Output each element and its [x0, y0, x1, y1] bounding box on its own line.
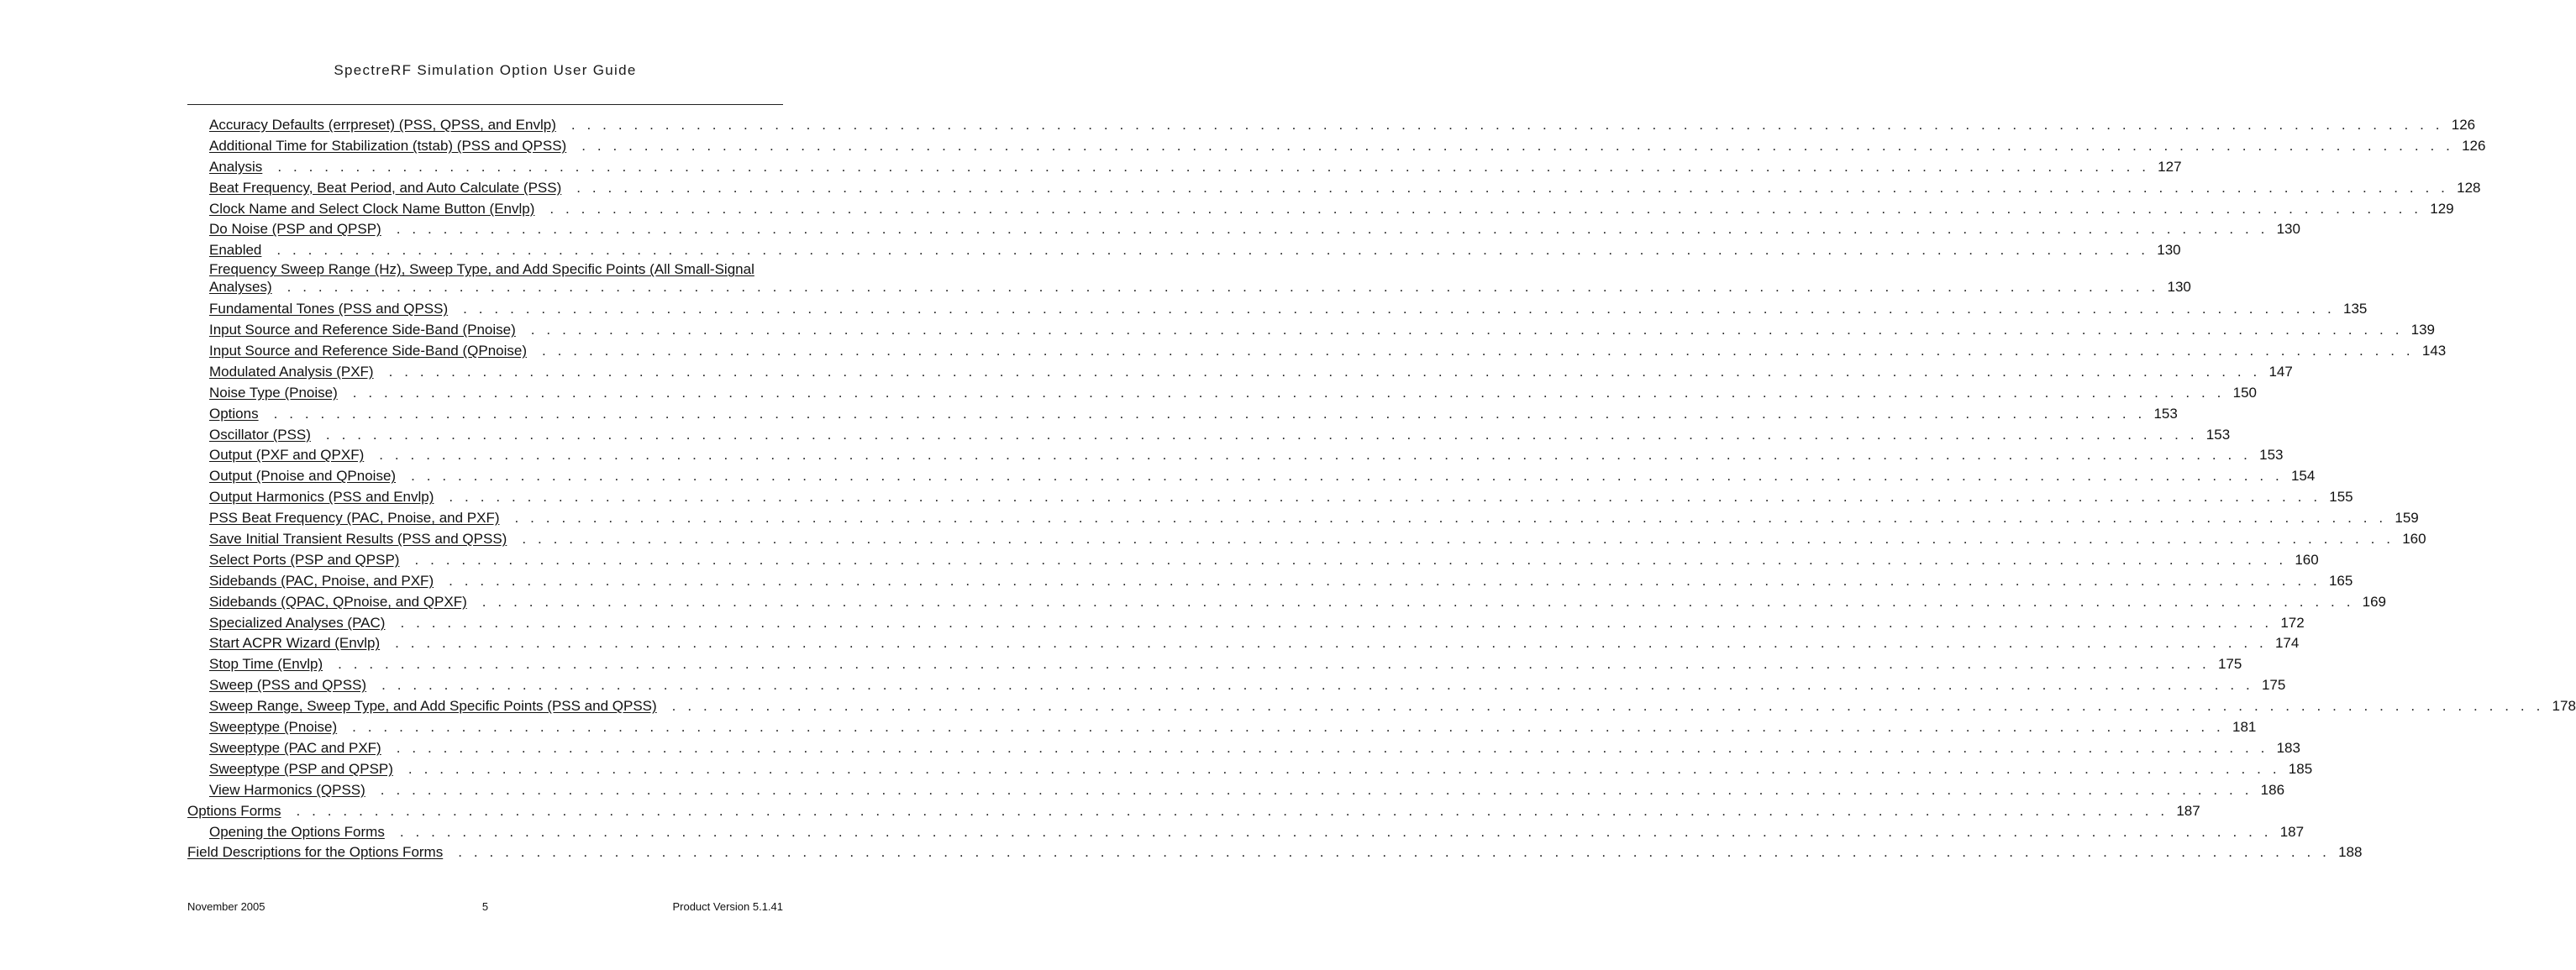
dot-leader: . . . . . . . . . . . . . . . . . . . . . . . . . . . . . . . . . . . . . . . . . . . . . . . . . . . . . . . . . . . . . . . . . . . . . . . . . . . . . . . . . . . . . . . . . . . . . . . . . . . . . . . . . . . . . . . . . . . . . . . .: [530, 322, 2404, 338]
toc-entry: [209, 219, 2300, 240]
dot-leader: . . . . . . . . . . . . . . . . . . . . . . . . . . . . . . . . . . . . . . . . . . . . . . . . . . . . . . . . . . . . . . . . . . . . . . . . . . . . . . . . . . . . . . . . . . . . . . . . . . . . . . . . . . . . . . . . . . . . . . . .: [380, 781, 2253, 798]
dot-leader: . . . . . . . . . . . . . . . . . . . . . . . . . . . . . . . . . . . . . . . . . . . . . . . . . . . . . . . . . . . . . . . . . . . . . . . . . . . . . . . . . . . . . . . . . . . . . . . . . . . . . . . . . . . . . . . . . . . . . . . .: [276, 242, 2149, 259]
toc-entry-link[interactable]: Save Initial Transient Results (PSS and QPSS): [209, 531, 507, 548]
dot-leader: . . . . . . . . . . . . . . . . . . . . . . . . . . . . . . . . . . . . . . . . . . . . . . . . . . . . . . . . . . . . . . . . . . . . . . . . . . . . . . . . . . . . . . . . . . . . . . . . . . . . . . . . . . . . . . . . . . . . . . . .: [522, 531, 2395, 548]
toc-entry-link[interactable]: Sweep (PSS and QPSS): [209, 677, 367, 694]
toc-entry: [209, 466, 2316, 487]
toc-entry: [209, 299, 2368, 320]
toc-entry-link[interactable]: Field Descriptions for the Options Forms: [187, 844, 444, 861]
toc-entry: [187, 801, 2200, 822]
toc-page-number: 154: [2290, 468, 2316, 485]
dot-leader: . . . . . . . . . . . . . . . . . . . . . . . . . . . . . . . . . . . . . . . . . . . . . . . . . . . . . . . . . . . . . . . . . . . . . . . . . . . . . . . . . . . . . . . . . . . . . . . . . . . . . . . . . . . . . . . . . . . . . . . .: [352, 384, 2225, 401]
toc-entry-link[interactable]: Fundamental Tones (PSS and QPSS): [209, 301, 449, 317]
toc-entry: [209, 157, 2182, 178]
dot-leader: . . . . . . . . . . . . . . . . . . . . . . . . . . . . . . . . . . . . . . . . . . . . . . . . . . . . . . . . . . . . . . . . . . . . . . . . . . . . . . . . . . . . . . . . . . . . . . . . . . . . . . . . . . . . . . . . . . . . . . . .: [395, 635, 2268, 652]
toc-entry: [209, 487, 2353, 508]
dot-leader: . . . . . . . . . . . . . . . . . . . . . . . . . . . . . . . . . . . . . . . . . . . . . . . . . . . . . . . . . . . . . . . . . . . . . . . . . . . . . . . . . . . . . . . . . . . . . . . . . . . . . . . . . . . . . . . . . . . . . . . .: [671, 698, 2544, 715]
dot-leader: . . . . . . . . . . . . . . . . . . . . . . . . . . . . . . . . . . . . . . . . . . . . . . . . . . . . . . . . . . . . . . . . . . . . . . . . . . . . . . . . . . . . . . . . . . . . . . . . . . . . . . . . . . . . . . . . . . . . . . . .: [449, 489, 2321, 506]
dot-leader: . . . . . . . . . . . . . . . . . . . . . . . . . . . . . . . . . . . . . . . . . . . . . . . . . . . . . . . . . . . . . . . . . . . . . . . . . . . . . . . . . . . . . . . . . . . . . . . . . . . . . . . . . . . . . . . . . . . . . . . .: [581, 137, 2454, 154]
toc-entry-link[interactable]: Stop Time (Envlp): [209, 656, 323, 673]
toc-entry-link[interactable]: Sidebands (QPAC, QPnoise, and QPXF): [209, 593, 467, 610]
toc-entry-link[interactable]: Do Noise (PSP and QPSP): [209, 221, 381, 238]
toc-entry-link[interactable]: Beat Frequency, Beat Period, and Auto Calculate (PSS): [209, 179, 562, 196]
toc-page-number: 175: [2261, 677, 2286, 694]
toc-page-number: 130: [2167, 279, 2191, 296]
toc-entry: [209, 362, 2293, 383]
toc-page-number: 185: [2288, 760, 2313, 777]
toc-entry-link[interactable]: Modulated Analysis (PXF): [209, 363, 374, 380]
header-rule: [187, 104, 783, 105]
toc-entry: [209, 696, 2576, 717]
toc-entry-link[interactable]: View Harmonics (QPSS): [209, 781, 365, 798]
dot-leader: . . . . . . . . . . . . . . . . . . . . . . . . . . . . . . . . . . . . . . . . . . . . . . . . . . . . . . . . . . . . . . . . . . . . . . . . . . . . . . . . . . . . . . . . . . . . . . . . . . . . . . . . . . . . . . . . . . . . . . . .: [379, 447, 2252, 464]
dot-leader: . . . . . . . . . . . . . . . . . . . . . . . . . . . . . . . . . . . . . . . . . . . . . . . . . . . . . . . . . . . . . . . . . . . . . . . . . . . . . . . . . . . . . . . . . . . . . . . . . . . . . . . . . . . . . . . . . . . . . . . .: [414, 551, 2287, 568]
toc-page-number: 139: [2410, 322, 2436, 338]
toc-entry: [209, 654, 2242, 675]
toc-page-number: 147: [2268, 363, 2293, 380]
dot-leader: . . . . . . . . . . . . . . . . . . . . . . . . . . . . . . . . . . . . . . . . . . . . . . . . . . . . . . . . . . . . . . . . . . . . . . . . . . . . . . . . . . . . . . . . . . . . . . . . . . . . . . . . . . . . . . . . . . . . . . . .: [407, 760, 2281, 777]
toc-entry: [209, 738, 2300, 759]
toc-page-number: 129: [2430, 200, 2454, 217]
toc-entry: [209, 136, 2486, 157]
dot-leader: . . . . . . . . . . . . . . . . . . . . . . . . . . . . . . . . . . . . . . . . . . . . . . . . . . . . . . . . . . . . . . . . . . . . . . . . . . . . . . . . . . . . . . . . . . . . . . . . . . . . . . . . . . . . . . . . . . . . . . . .: [463, 301, 2336, 317]
toc-entry: [209, 508, 2419, 529]
toc-page-number: 128: [2457, 179, 2481, 196]
toc-page-number: 155: [2329, 489, 2353, 506]
dot-leader: . . . . . . . . . . . . . . . . . . . . . . . . . . . . . . . . . . . . . . . . . . . . . . . . . . . . . . . . . . . . . . . . . . . . . . . . . . . . . . . . . . . . . . . . . . . . . . . . . . . . . . . . . . . . . . . . . . . . . . . .: [287, 279, 2159, 296]
toc-entry-link[interactable]: Clock Name and Select Clock Name Button (Envlp): [209, 200, 535, 217]
toc-page-number: 159: [2395, 510, 2419, 527]
table-of-contents: [187, 115, 2576, 863]
toc-page-number: 130: [2276, 221, 2300, 238]
dot-leader: . . . . . . . . . . . . . . . . . . . . . . . . . . . . . . . . . . . . . . . . . . . . . . . . . . . . . . . . . . . . . . . . . . . . . . . . . . . . . . . . . . . . . . . . . . . . . . . . . . . . . . . . . . . . . . . . . . . . . . . .: [514, 510, 2387, 527]
footer-product-version: Product Version 5.1.41: [672, 900, 783, 913]
dot-leader: . . . . . . . . . . . . . . . . . . . . . . . . . . . . . . . . . . . . . . . . . . . . . . . . . . . . . . . . . . . . . . . . . . . . . . . . . . . . . . . . . . . . . . . . . . . . . . . . . . . . . . . . . . . . . . . . . . . . . . . .: [325, 426, 2199, 443]
toc-entry: [209, 717, 2257, 738]
toc-entry-link[interactable]: Input Source and Reference Side-Band (QPnoise): [209, 343, 528, 359]
toc-entry: [209, 675, 2286, 696]
toc-entry-link[interactable]: Sidebands (PAC, Pnoise, and PXF): [209, 572, 434, 589]
dot-leader: . . . . . . . . . . . . . . . . . . . . . . . . . . . . . . . . . . . . . . . . . . . . . . . . . . . . . . . . . . . . . . . . . . . . . . . . . . . . . . . . . . . . . . . . . . . . . . . . . . . . . . . . . . . . . . . . . . . . . . . .: [449, 572, 2321, 589]
toc-page-number: 126: [2462, 137, 2486, 154]
dot-leader: . . . . . . . . . . . . . . . . . . . . . . . . . . . . . . . . . . . . . . . . . . . . . . . . . . . . . . . . . . . . . . . . . . . . . . . . . . . . . . . . . . . . . . . . . . . . . . . . . . . . . . . . . . . . . . . . . . . . . . . .: [549, 200, 2422, 217]
toc-page-number: 181: [2232, 719, 2257, 736]
dot-leader: . . . . . . . . . . . . . . . . . . . . . . . . . . . . . . . . . . . . . . . . . . . . . . . . . . . . . . . . . . . . . . . . . . . . . . . . . . . . . . . . . . . . . . . . . . . . . . . . . . . . . . . . . . . . . . . . . . . . . . . .: [296, 802, 2169, 819]
toc-entry: [209, 822, 2305, 843]
toc-page-number: 183: [2276, 739, 2300, 756]
toc-entry: [209, 445, 2284, 466]
dot-leader: . . . . . . . . . . . . . . . . . . . . . . . . . . . . . . . . . . . . . . . . . . . . . . . . . . . . . . . . . . . . . . . . . . . . . . . . . . . . . . . . . . . . . . . . . . . . . . . . . . . . . . . . . . . . . . . . . . . . . . . .: [396, 221, 2268, 238]
dot-leader: . . . . . . . . . . . . . . . . . . . . . . . . . . . . . . . . . . . . . . . . . . . . . . . . . . . . . . . . . . . . . . . . . . . . . . . . . . . . . . . . . . . . . . . . . . . . . . . . . . . . . . . . . . . . . . . . . . . . . . . .: [481, 593, 2355, 610]
toc-page-number: 130: [2157, 242, 2181, 259]
toc-page-number: 169: [2362, 593, 2387, 610]
toc-page-number: 160: [2402, 531, 2426, 548]
toc-entry-link[interactable]: Sweeptype (Pnoise): [209, 719, 338, 736]
dot-leader: . . . . . . . . . . . . . . . . . . . . . . . . . . . . . . . . . . . . . . . . . . . . . . . . . . . . . . . . . . . . . . . . . . . . . . . . . . . . . . . . . . . . . . . . . . . . . . . . . . . . . . . . . . . . . . . . . . . . . . . .: [570, 117, 2444, 133]
toc-entry: [209, 261, 2191, 299]
footer-date: November 2005: [187, 900, 265, 913]
dot-leader: . . . . . . . . . . . . . . . . . . . . . . . . . . . . . . . . . . . . . . . . . . . . . . . . . . . . . . . . . . . . . . . . . . . . . . . . . . . . . . . . . . . . . . . . . . . . . . . . . . . . . . . . . . . . . . . . . . . . . . . .: [396, 739, 2268, 756]
toc-entry: [209, 613, 2305, 634]
toc-page-number: 160: [2295, 551, 2319, 568]
dot-leader: . . . . . . . . . . . . . . . . . . . . . . . . . . . . . . . . . . . . . . . . . . . . . . . . . . . . . . . . . . . . . . . . . . . . . . . . . . . . . . . . . . . . . . . . . . . . . . . . . . . . . . . . . . . . . . . . . . . . . . . .: [458, 844, 2331, 861]
toc-page-number: 127: [2158, 158, 2182, 175]
toc-page-number: 175: [2217, 656, 2242, 673]
toc-page-number: 187: [2279, 823, 2305, 840]
toc-entry-link[interactable]: Output (Pnoise and QPnoise): [209, 468, 397, 485]
toc-entry-link[interactable]: Frequency Sweep Range (Hz), Sweep Type, and Add Specific Points (All Small-Signal: [209, 261, 754, 278]
toc-entry: [209, 115, 2476, 136]
toc-entry-link[interactable]: Noise Type (Pnoise): [209, 384, 338, 401]
running-header: SpectreRF Simulation Option User Guide: [334, 62, 637, 78]
toc-entry: [209, 240, 2181, 261]
toc-entry-link[interactable]: Opening the Options Forms: [209, 823, 385, 840]
toc-entry-link[interactable]: Sweep Range, Sweep Type, and Add Specific Points (PSS and QPSS): [209, 698, 657, 715]
dot-leader: . . . . . . . . . . . . . . . . . . . . . . . . . . . . . . . . . . . . . . . . . . . . . . . . . . . . . . . . . . . . . . . . . . . . . . . . . . . . . . . . . . . . . . . . . . . . . . . . . . . . . . . . . . . . . . . . . . . . . . . .: [388, 363, 2261, 380]
toc-entry: [209, 571, 2353, 592]
toc-entry: [187, 842, 2363, 863]
toc-entry-link[interactable]: PSS Beat Frequency (PAC, Pnoise, and PXF): [209, 510, 500, 527]
toc-page-number: 165: [2328, 572, 2353, 589]
toc-page-number: 178: [2552, 698, 2576, 715]
toc-page-number: 172: [2280, 614, 2305, 631]
toc-entry: [209, 404, 2178, 425]
toc-page-number: 153: [2259, 447, 2284, 464]
dot-leader: . . . . . . . . . . . . . . . . . . . . . . . . . . . . . . . . . . . . . . . . . . . . . . . . . . . . . . . . . . . . . . . . . . . . . . . . . . . . . . . . . . . . . . . . . . . . . . . . . . . . . . . . . . . . . . . . . . . . . . . .: [542, 343, 2415, 359]
toc-entry: [209, 592, 2387, 613]
dot-leader: . . . . . . . . . . . . . . . . . . . . . . . . . . . . . . . . . . . . . . . . . . . . . . . . . . . . . . . . . . . . . . . . . . . . . . . . . . . . . . . . . . . . . . . . . . . . . . . . . . . . . . . . . . . . . . . . . . . . . . . .: [273, 405, 2146, 422]
dot-leader: . . . . . . . . . . . . . . . . . . . . . . . . . . . . . . . . . . . . . . . . . . . . . . . . . . . . . . . . . . . . . . . . . . . . . . . . . . . . . . . . . . . . . . . . . . . . . . . . . . . . . . . . . . . . . . . . . . . . . . . .: [338, 656, 2211, 673]
dot-leader: . . . . . . . . . . . . . . . . . . . . . . . . . . . . . . . . . . . . . . . . . . . . . . . . . . . . . . . . . . . . . . . . . . . . . . . . . . . . . . . . . . . . . . . . . . . . . . . . . . . . . . . . . . . . . . . . . . . . . . . .: [576, 179, 2449, 196]
toc-entry: [209, 425, 2231, 446]
toc-page-number: 150: [2232, 384, 2257, 401]
toc-page-number: 135: [2342, 301, 2368, 317]
toc-entry-link[interactable]: Output Harmonics (PSS and Envlp): [209, 489, 434, 506]
toc-entry: [209, 759, 2313, 780]
footer-page-number: 5: [481, 900, 489, 913]
toc-entry: [209, 550, 2319, 571]
toc-entry: [209, 529, 2426, 550]
toc-entry-link[interactable]: Sweeptype (PSP and QPSP): [209, 760, 393, 777]
toc-entry: [209, 341, 2447, 362]
toc-entry-link[interactable]: Select Ports (PSP and QPSP): [209, 551, 400, 568]
dot-leader: . . . . . . . . . . . . . . . . . . . . . . . . . . . . . . . . . . . . . . . . . . . . . . . . . . . . . . . . . . . . . . . . . . . . . . . . . . . . . . . . . . . . . . . . . . . . . . . . . . . . . . . . . . . . . . . . . . . . . . . .: [381, 677, 2254, 694]
toc-entry-link[interactable]: Sweeptype (PAC and PXF): [209, 739, 381, 756]
toc-page-number: 186: [2260, 781, 2285, 798]
dot-leader: . . . . . . . . . . . . . . . . . . . . . . . . . . . . . . . . . . . . . . . . . . . . . . . . . . . . . . . . . . . . . . . . . . . . . . . . . . . . . . . . . . . . . . . . . . . . . . . . . . . . . . . . . . . . . . . . . . . . . . . .: [400, 614, 2273, 631]
toc-entry: [209, 320, 2436, 341]
toc-entry-link[interactable]: Enabled: [209, 242, 262, 259]
toc-entry: [209, 199, 2454, 220]
toc-page-number: 153: [2205, 426, 2231, 443]
dot-leader: . . . . . . . . . . . . . . . . . . . . . . . . . . . . . . . . . . . . . . . . . . . . . . . . . . . . . . . . . . . . . . . . . . . . . . . . . . . . . . . . . . . . . . . . . . . . . . . . . . . . . . . . . . . . . . . . . . . . . . . .: [352, 719, 2225, 736]
toc-entry-link[interactable]: Analyses): [209, 279, 272, 296]
dot-leader: . . . . . . . . . . . . . . . . . . . . . . . . . . . . . . . . . . . . . . . . . . . . . . . . . . . . . . . . . . . . . . . . . . . . . . . . . . . . . . . . . . . . . . . . . . . . . . . . . . . . . . . . . . . . . . . . . . . . . . . .: [399, 823, 2273, 840]
toc-entry: [209, 780, 2285, 801]
toc-entry-link[interactable]: Accuracy Defaults (errpreset) (PSS, QPSS, and Envlp): [209, 117, 556, 133]
toc-entry-link[interactable]: Analysis: [209, 158, 263, 175]
toc-page-number: 187: [2176, 802, 2200, 819]
toc-page-number: 126: [2451, 117, 2476, 133]
dot-leader: . . . . . . . . . . . . . . . . . . . . . . . . . . . . . . . . . . . . . . . . . . . . . . . . . . . . . . . . . . . . . . . . . . . . . . . . . . . . . . . . . . . . . . . . . . . . . . . . . . . . . . . . . . . . . . . . . . . . . . . .: [411, 468, 2284, 485]
toc-entry-link[interactable]: Additional Time for Stabilization (tstab) (PSS and QPSS): [209, 137, 567, 154]
toc-entry: [209, 178, 2481, 199]
toc-entry-link[interactable]: Output (PXF and QPXF): [209, 447, 365, 464]
toc-entry-link[interactable]: Options: [209, 405, 259, 422]
toc-entry-link[interactable]: Input Source and Reference Side-Band (Pnoise): [209, 322, 516, 338]
toc-entry: [209, 383, 2257, 404]
toc-entry-link[interactable]: Options Forms: [187, 802, 281, 819]
toc-page-number: 143: [2421, 343, 2447, 359]
toc-entry-link[interactable]: Specialized Analyses (PAC): [209, 614, 386, 631]
toc-page-number: 153: [2153, 405, 2178, 422]
toc-entry: [209, 633, 2300, 654]
toc-page-number: 174: [2274, 635, 2300, 652]
toc-entry-link[interactable]: Oscillator (PSS): [209, 426, 311, 443]
toc-entry-link[interactable]: Start ACPR Wizard (Envlp): [209, 635, 381, 652]
dot-leader: . . . . . . . . . . . . . . . . . . . . . . . . . . . . . . . . . . . . . . . . . . . . . . . . . . . . . . . . . . . . . . . . . . . . . . . . . . . . . . . . . . . . . . . . . . . . . . . . . . . . . . . . . . . . . . . . . . . . . . . .: [277, 158, 2150, 175]
toc-page-number: 188: [2338, 844, 2363, 861]
